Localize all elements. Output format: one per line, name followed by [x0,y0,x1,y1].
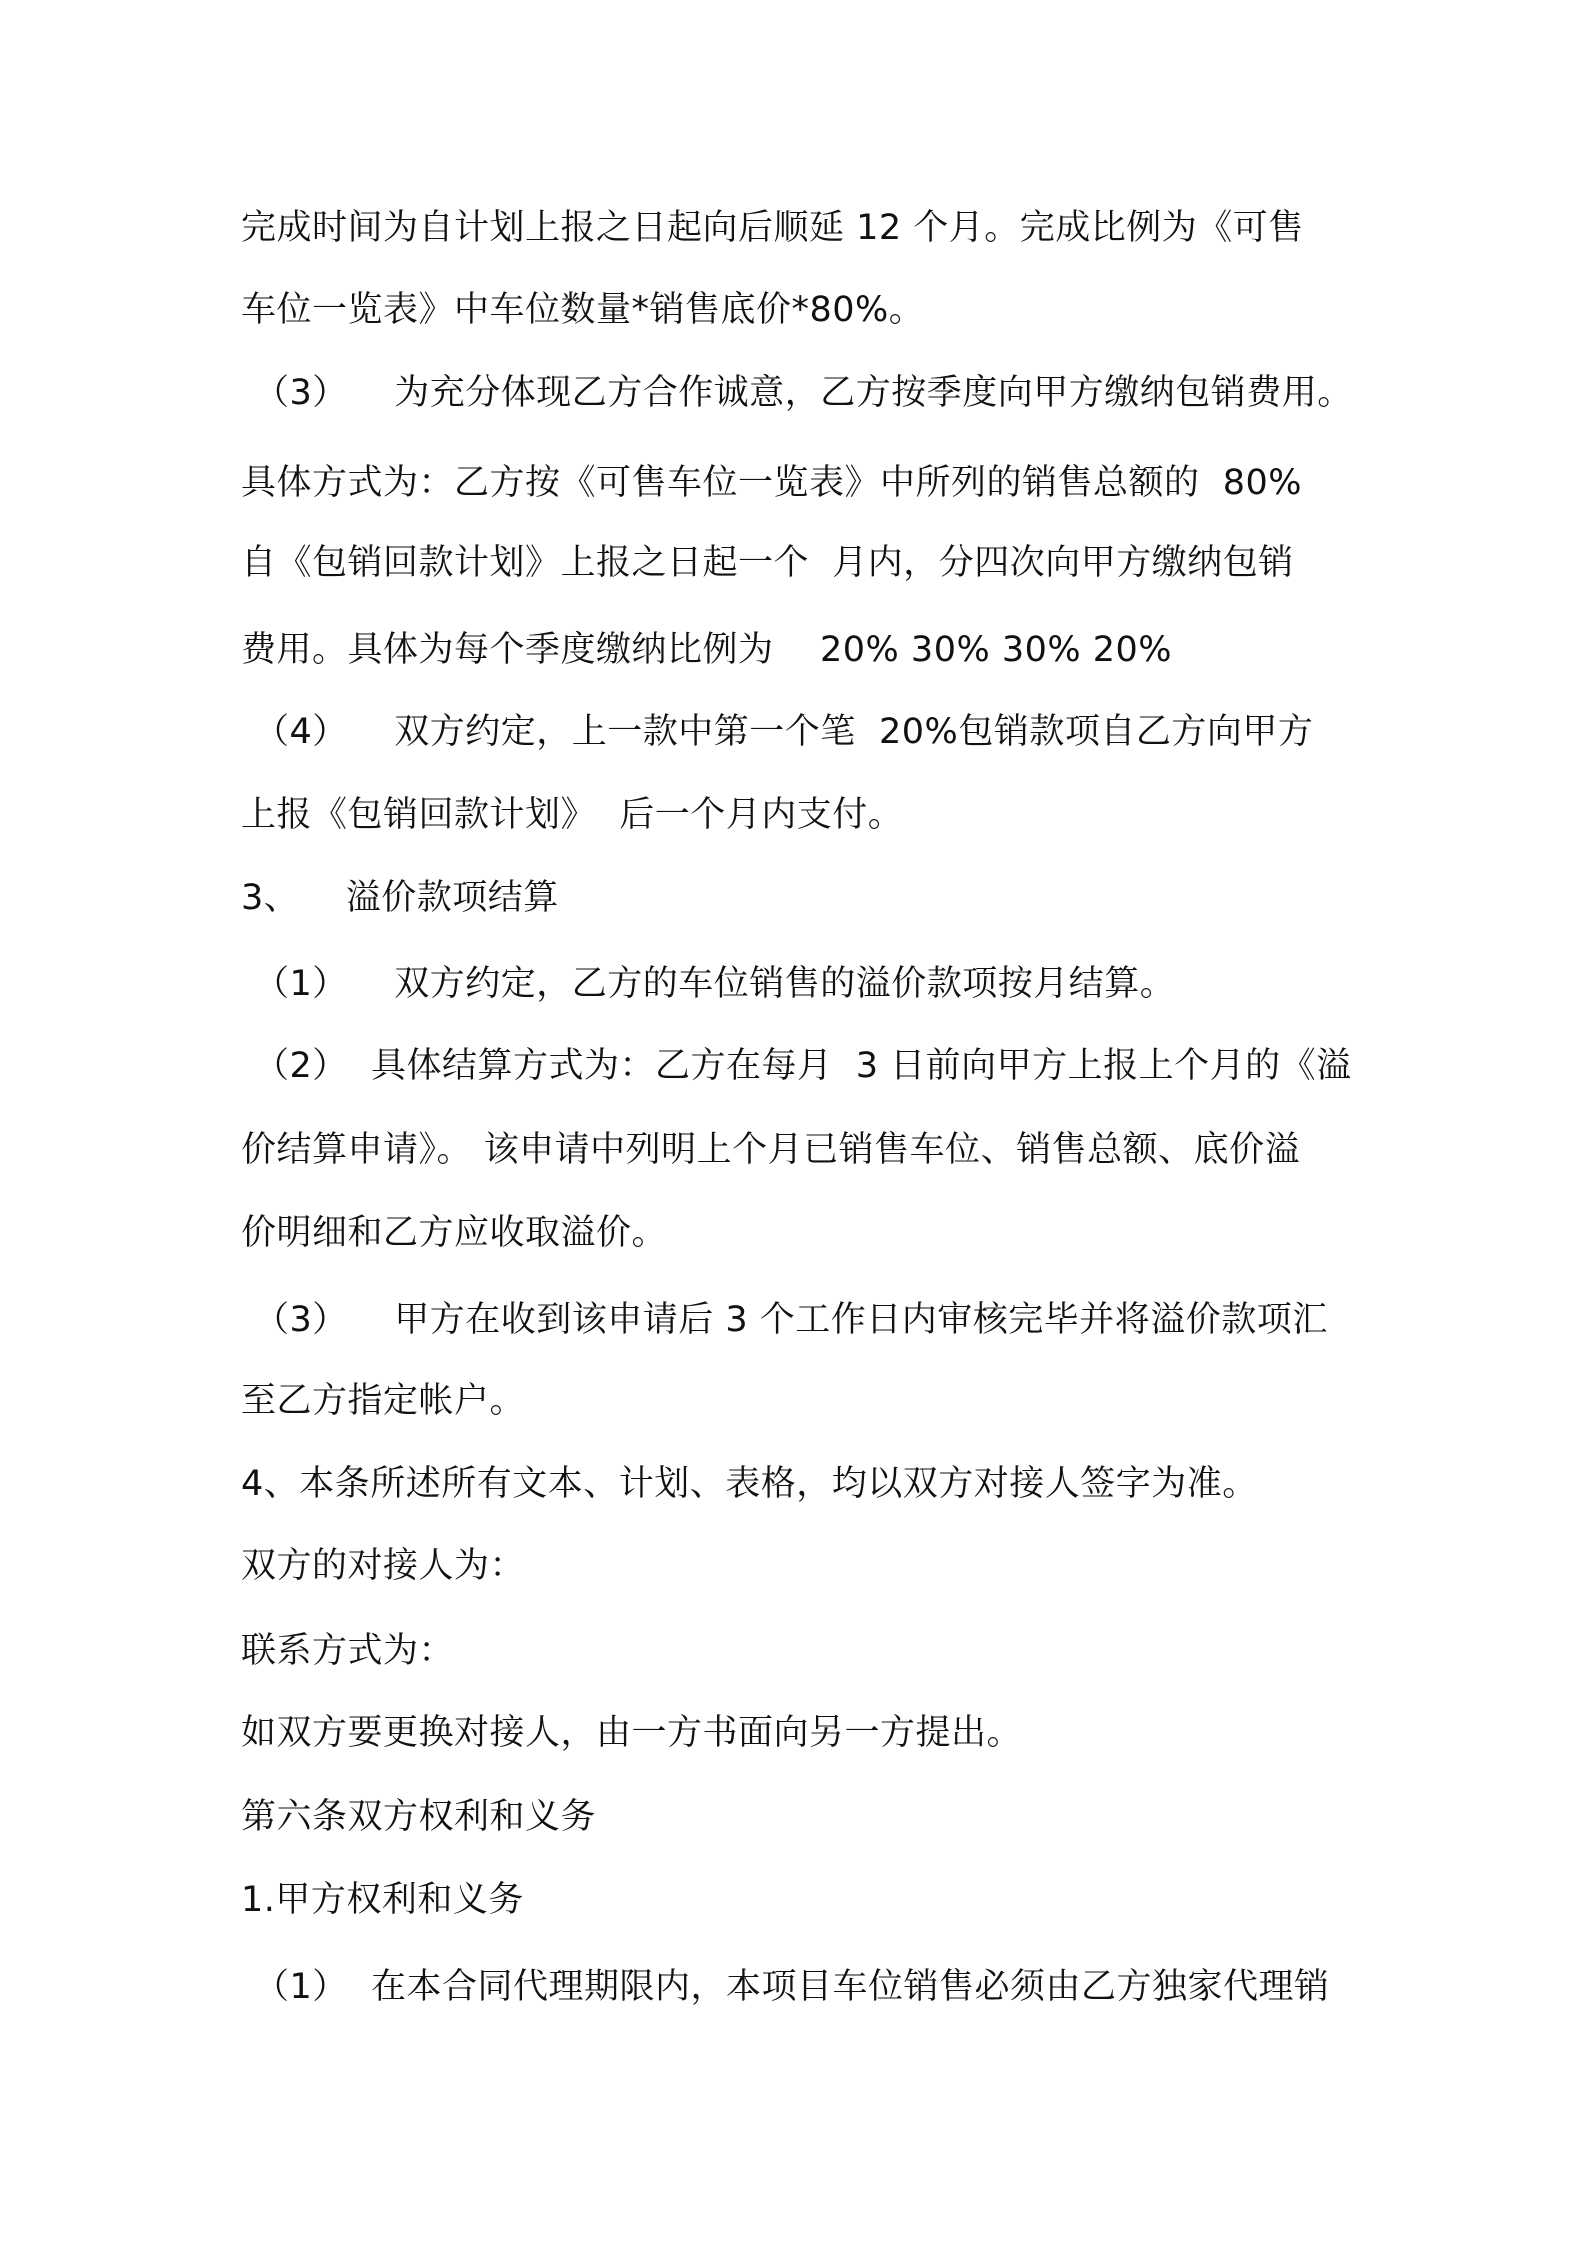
text-line: （2） 具体结算方式为：乙方在每月 3 日前向甲方上报上个月的《溢 [254,1046,1352,1086]
text-line: 价明细和乙方应收取溢价。 [241,1213,668,1253]
text-line: （1） 在本合同代理期限内，本项目车位销售必须由乙方独家代理销 [254,1967,1330,2007]
section-heading: 3、 溢价款项结算 [241,878,559,918]
text-line: （4） 双方约定，上一款中第一个笔 20%包销款项自乙方向甲方 [254,712,1314,752]
text-line: （1） 双方约定，乙方的车位销售的溢价款项按月结算。 [254,964,1176,1004]
text-line: 如双方要更换对接人，由一方书面向另一方提出。 [241,1713,1023,1753]
text-line: （3） 为充分体现乙方合作诚意，乙方按季度向甲方缴纳包销费用。 [254,373,1353,413]
text-line: 费用。具体为每个季度缴纳比例为 20% 30% 30% 20% [241,630,1173,670]
text-line: 双方的对接人为： [241,1546,526,1586]
article-heading: 第六条双方权利和义务 [241,1797,597,1837]
text-line: （3） 甲方在收到该申请后 3 个工作日内审核完毕并将溢价款项汇 [254,1300,1328,1340]
text-line: 完成时间为自计划上报之日起向后顺延 12 个月。完成比例为《可售 [241,208,1304,248]
text-line: 价结算申请》。 该申请中列明上个月已销售车位、销售总额、底价溢 [241,1130,1301,1170]
text-line: 自《包销回款计划》上报之日起一个 月内，分四次向甲方缴纳包销 [241,543,1294,583]
text-line: 车位一览表》中车位数量*销售底价*80%。 [241,290,925,330]
text-line: 上报《包销回款计划》 后一个月内支付。 [241,795,904,835]
text-line: 至乙方指定帐户。 [241,1381,526,1421]
text-line: 具体方式为：乙方按《可售车位一览表》中所列的销售总额的 80% [241,463,1303,503]
text-line: 4、本条所述所有文本、计划、表格，均以双方对接人签字为准。 [241,1464,1258,1504]
section-heading: 1.甲方权利和义务 [241,1880,524,1920]
text-line: 联系方式为： [241,1631,455,1671]
